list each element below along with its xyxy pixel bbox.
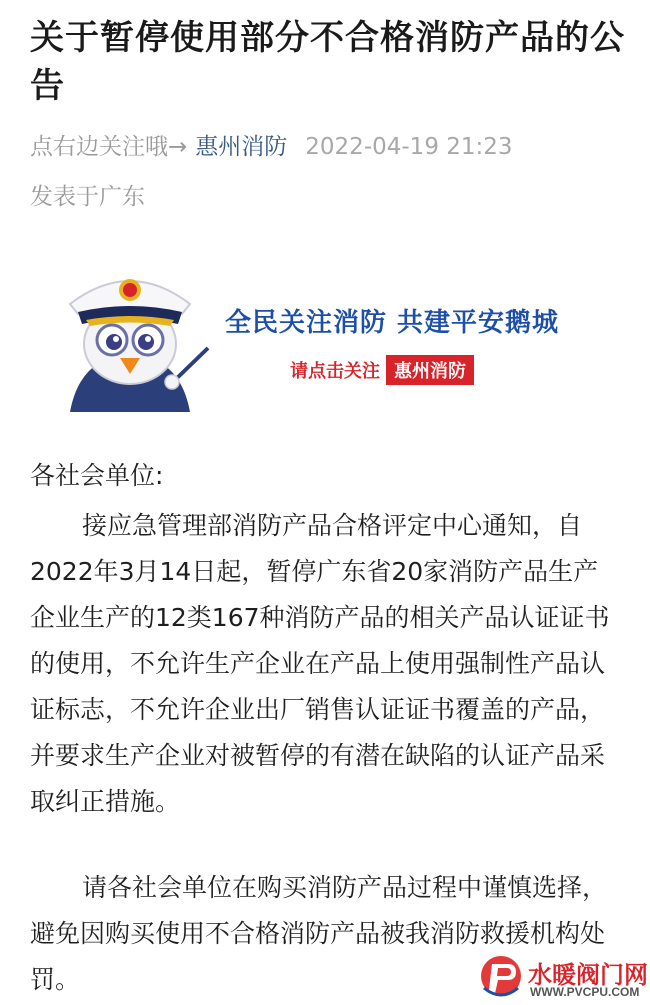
- banner-follow-prompt: 请点击关注: [290, 361, 380, 382]
- site-watermark: [478, 952, 650, 1005]
- publish-location: 发表于广东: [30, 184, 145, 210]
- body-paragraph-1: 接应急管理部消防产品合格评定中心通知，自2022年3月14日起，暂停广东省20家消防产品生产企业生产的12类167种消防产品的相关产品认证证书的使用，不允许生产企业在产品上使用强制性产品认证标志，不允许企业出厂销售认证证书覆盖的产品，并要求生产企业对被暂停的有潜在缺陷的认证产品采取纠正措施。: [30, 511, 610, 816]
- firefighter-mascot-icon: [50, 262, 210, 412]
- publish-time: 2022-04-19 21:23: [305, 134, 513, 160]
- watermark-site-name: 水暖阀门网: [528, 961, 648, 989]
- banner-follow-row[interactable]: [290, 355, 474, 385]
- account-name-link[interactable]: 惠州消防: [195, 134, 288, 160]
- banner-follow-tag[interactable]: 惠州消防: [386, 355, 474, 385]
- pvcpu-logo-icon: [478, 952, 524, 1004]
- banner-slogan: 全民关注消防 共建平安鹅城: [225, 308, 560, 338]
- follow-hint: 点右边关注哦→: [30, 134, 188, 160]
- body-paragraph-2: 请各社会单位在购买消防产品过程中谨慎选择，避免因购买使用不合格消防产品被我消防救援机构处罚。: [30, 873, 608, 994]
- article-meta: [30, 128, 513, 161]
- salutation: 各社会单位:: [30, 461, 164, 490]
- watermark-site-url: WWW.PVCPU.COM: [530, 985, 640, 999]
- article-title: 关于暂停使用部分不合格消防产品的公告: [30, 18, 625, 106]
- follow-banner[interactable]: [50, 262, 610, 412]
